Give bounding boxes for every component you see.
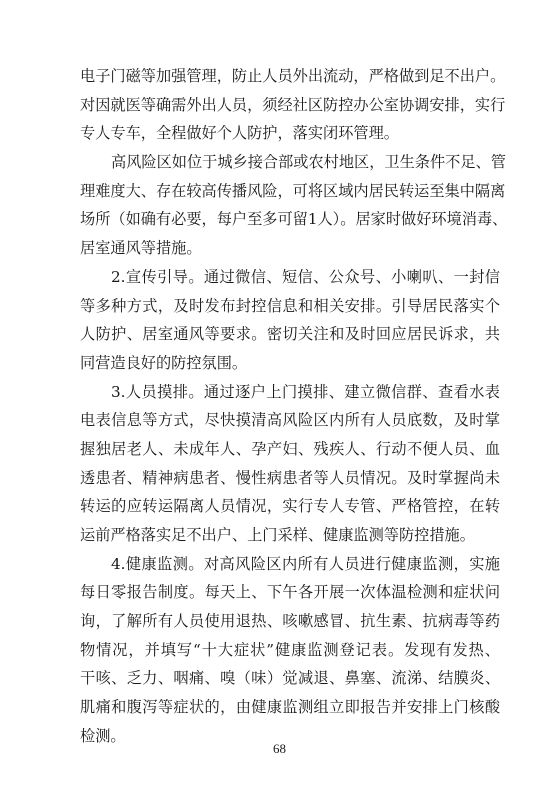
text-line: 高风险区如位于城乡接合部或农村地区，卫生条件不足、管: [111, 153, 506, 172]
text-line: 肌痛和腹泻等症状的，由健康监测组立即报告并安排上门核酸: [80, 698, 500, 717]
text-line: 电子门磁等加强管理，防止人员外出流动，严格做到足不出户。: [80, 67, 506, 85]
page-number: 68: [273, 741, 286, 756]
text-line: 等多种方式，及时发布封控信息和相关安排。引导居民落实个: [80, 296, 500, 315]
text-line: 场所（如确有必要，每户至多可留1人）。居家时做好环境消毒、: [80, 210, 508, 229]
paragraph-health-monitoring: [80, 550, 500, 751]
paragraph-publicity-guidance: [80, 263, 500, 378]
text-line: 握独居老人、未成年人、孕产妇、残疾人、行动不便人员、血: [80, 439, 500, 458]
paragraph-closed-management: [80, 62, 506, 148]
text-line: 电表信息等方式，尽快摸清高风险区内所有人员底数，及时掌: [80, 411, 500, 430]
text-line: 物情况，并填写“十大症状”健康监测登记表。发现有发热、: [80, 640, 500, 659]
text-line: 居室通风等措施。: [80, 239, 202, 258]
paragraph-high-risk-area-transfer: [80, 148, 508, 263]
text-line: 转运的应转运隔离人员情况，实行专人专管、严格管控，在转: [80, 497, 500, 516]
text-line: 3.人员摸排。通过逐户上门摸排、建立微信群、查看水表: [111, 382, 500, 401]
text-line: 每日零报告制度。每天上、下午各开展一次体温检测和症状问: [80, 583, 500, 602]
text-line: 透患者、精神病患者、慢性病患者等人员情况。及时掌握尚未: [80, 468, 500, 487]
text-line: 运前严格落实足不出户、上门采样、健康监测等防控措施。: [80, 526, 475, 544]
text-line: 理难度大、存在较高传播风险，可将区域内居民转运至集中隔离: [80, 181, 506, 200]
document-body: [80, 62, 508, 751]
text-line: 同营造良好的防控氛围。: [80, 353, 248, 372]
text-line: 检测。: [80, 726, 126, 745]
text-line: 专人专车，全程做好个人防护，落实闭环管理。: [80, 124, 399, 143]
text-line: 干咳、乏力、咽痛、嗅（味）觉减退、鼻塞、流涕、结膜炎、: [80, 669, 500, 688]
text-line: 4.健康监测。对高风险区内所有人员进行健康监测，实施: [111, 554, 500, 573]
text-line: 人防护、居室通风等要求。密切关注和及时回应居民诉求，共: [80, 325, 500, 344]
text-line: 询，了解所有人员使用退热、咳嗽感冒、抗生素、抗病毒等药: [80, 612, 500, 631]
text-line: 2.宣传引导。通过微信、短信、公众号、小喇叭、一封信: [111, 267, 500, 286]
paragraph-personnel-survey: [80, 378, 500, 550]
text-line: 对因就医等确需外出人员，须经社区防控办公室协调安排，实行: [80, 95, 506, 114]
